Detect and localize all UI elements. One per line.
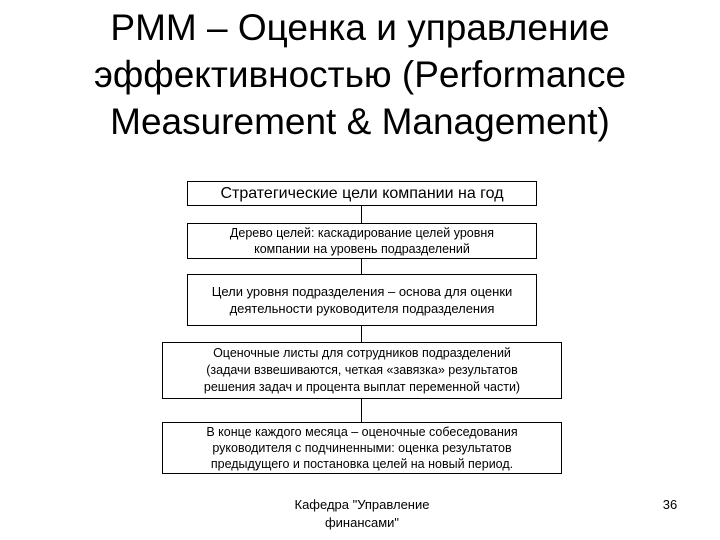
monthly-review-text-line-1: В конце каждого месяца – оценочные собеседования bbox=[206, 425, 518, 439]
department-goals-text-line-2: деятельности руководителя подразделения bbox=[229, 301, 495, 316]
goal-tree-text-line-2: компании на уровень подразделений bbox=[254, 242, 470, 256]
strategic-goals-box bbox=[187, 181, 537, 206]
connector-line-2 bbox=[361, 259, 362, 274]
slide-title-line-3: Measurement & Management) bbox=[110, 101, 610, 142]
strategic-goals-text: Стратегические цели компании на год bbox=[220, 184, 504, 202]
slide-title bbox=[0, 4, 720, 145]
evaluation-sheets-box bbox=[162, 342, 562, 399]
department-goals-box bbox=[187, 274, 537, 326]
goal-tree-box bbox=[187, 223, 537, 259]
connector-line-4 bbox=[361, 399, 362, 422]
slide-footer bbox=[262, 496, 462, 532]
page-number: 36 bbox=[662, 497, 678, 512]
slide-title-line-1: PMM – Оценка и управление bbox=[110, 7, 610, 48]
monthly-review-box bbox=[162, 422, 562, 474]
evaluation-sheets-text-line-1: Оценочные листы для сотрудников подразделений bbox=[213, 346, 511, 360]
connector-line-1 bbox=[361, 206, 362, 223]
slide-title-line-2: эффективностью (Performance bbox=[93, 54, 627, 95]
evaluation-sheets-text-line-2: (задачи взвешиваются, четкая «завязка» результатов bbox=[206, 363, 518, 377]
evaluation-sheets-text-line-3: решения задач и процента выплат переменной части) bbox=[203, 380, 521, 394]
department-goals-text-line-1: Цели уровня подразделения – основа для оценки bbox=[211, 284, 513, 299]
goal-tree-text-line-1: Дерево целей: каскадирование целей уровня bbox=[229, 226, 495, 240]
connector-line-3 bbox=[361, 326, 362, 342]
monthly-review-text-line-3: предыдущего и постановка целей на новый период. bbox=[210, 457, 514, 471]
monthly-review-text-line-2: руководителя с подчиненными: оценка результатов bbox=[212, 441, 512, 455]
footer-line-2: финансами" bbox=[324, 515, 400, 530]
footer-line-1: Кафедра "Управление bbox=[294, 497, 430, 512]
